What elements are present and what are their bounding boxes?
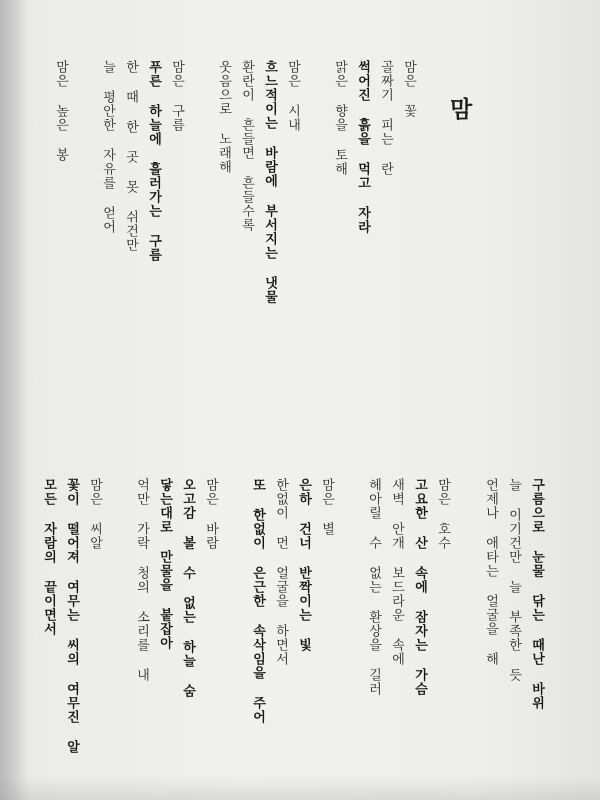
poem-line: 닿는대로 만물을 붙잡아 (157, 478, 172, 650)
poem-line: 흐느적이는 바람에 부서지는 냇물 (262, 60, 277, 304)
poem-title: 맘 (450, 96, 473, 123)
poem-line: 맘은 높은 봉 (53, 60, 68, 162)
poem-line: 언제나 애타는 얼굴을 해 (483, 478, 498, 666)
poem-line: 푸른 하늘에 흘러가는 구름 (146, 60, 161, 262)
poem-line: 맑은 향을 토해 (332, 60, 347, 176)
poem-line: 은하 건너 반짝이는 빛 (296, 478, 311, 652)
poem-line: 골짜기 피는 란 (378, 60, 393, 176)
poem-line: 모든 자람의 끝이면서 (41, 478, 56, 636)
poem-line: 맘은 호수 (435, 478, 450, 550)
poem-line: 헤아릴 수 없는 환상을 길러 (366, 478, 381, 696)
page-bottom-edge (0, 776, 600, 800)
poem-line: 썩어진 흙을 먹고 자라 (355, 60, 370, 234)
poem-line: 맘은 꽃 (401, 60, 416, 118)
poem-line: 맘은 바람 (203, 478, 218, 550)
poem-line: 맘은 별 (319, 478, 334, 536)
poem-line: 웃음으로 노래해 (216, 60, 231, 174)
poem-line: 또 한없이 은근한 속삭임을 주어 (250, 478, 265, 724)
poem-line: 구름으로 눈물 닦는 때난 바위 (529, 478, 544, 710)
poem-line: 늘 평안한 자유를 얻어 (100, 60, 115, 234)
poem-line: 오고감 볼 수 없는 하늘 숨 (180, 478, 195, 698)
poem-line: 환란이 흔들면 흔들수록 (239, 60, 254, 232)
poem-line: 맘은 씨알 (87, 478, 102, 550)
poem-line: 억만 가락 청의 소리를 내 (134, 478, 149, 682)
poem-line: 새벽 안개 보드라운 속에 (389, 478, 404, 666)
poem-line: 고요한 산 속에 잠자는 가슴 (412, 478, 427, 696)
poem-line: 맘은 시내 (285, 60, 300, 132)
page-gutter-shadow (0, 0, 28, 800)
poem-line: 늘 이기건만 늘 부족한 듯 (506, 478, 521, 682)
poem-line: 꽃이 떨어져 여무는 씨의 여무진 알 (64, 478, 79, 754)
poem-line: 한 때 한 곳 못 쉬건만 (123, 60, 138, 252)
poem-line: 맘은 구름 (169, 60, 184, 132)
poem-line: 한없이 먼 얼굴을 하면서 (273, 478, 288, 666)
